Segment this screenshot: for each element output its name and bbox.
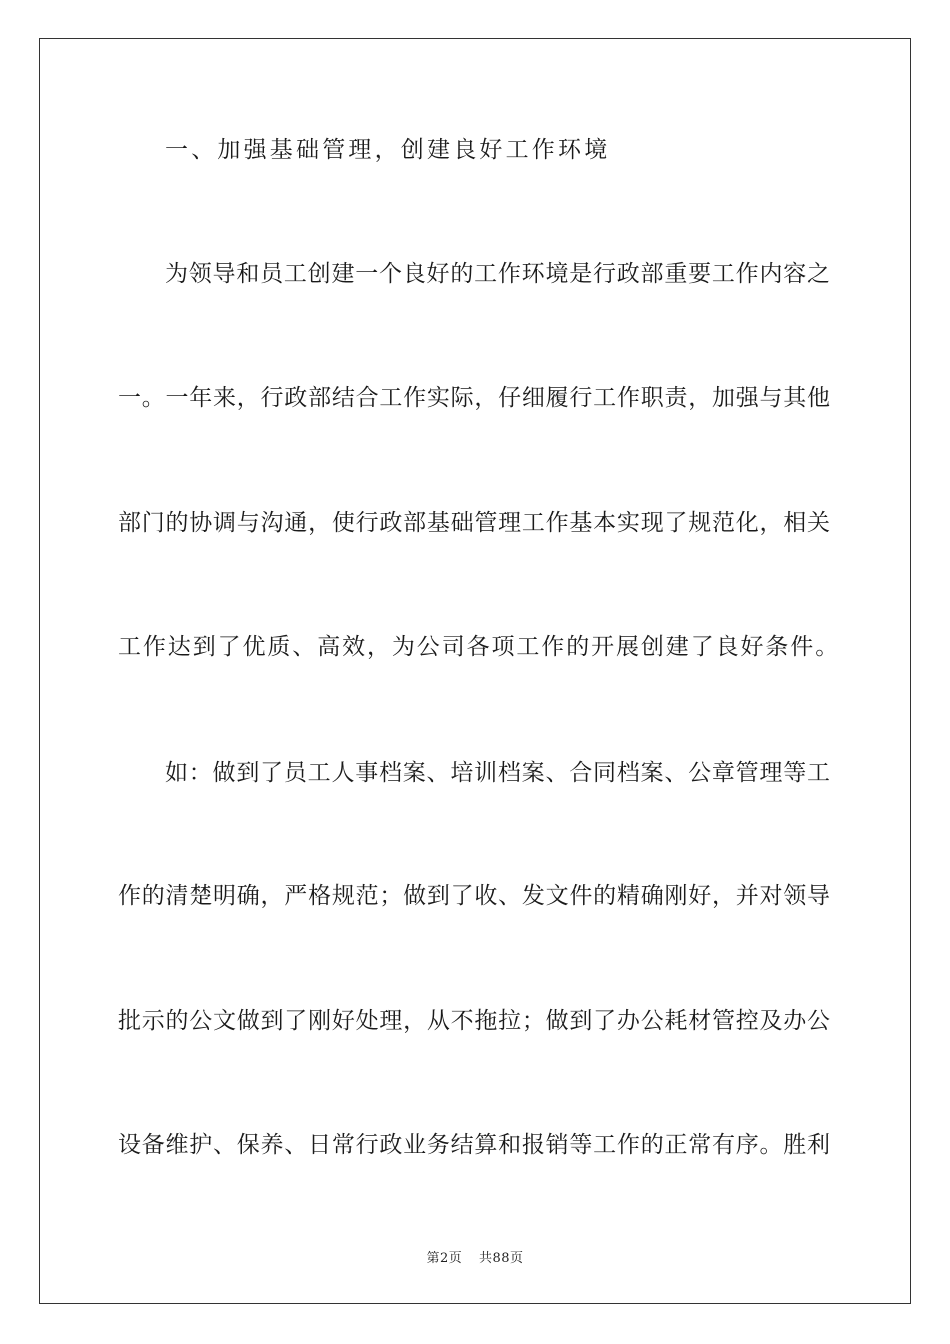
paragraph-line: 部门的协调与沟通，使行政部基础管理工作基本实现了规范化，相关 [118, 510, 830, 536]
page-footer [0, 1247, 950, 1266]
paragraph-line: 作的清楚明确，严格规范；做到了收、发文件的精确刚好，并对领导 [118, 883, 830, 909]
paragraph-line: 为领导和员工创建一个良好的工作环境是行政部重要工作内容之 [165, 261, 830, 287]
total-pages: 共88页 [478, 1251, 524, 1266]
paragraph-line: 一。一年来，行政部结合工作实际，仔细履行工作职责，加强与其他 [118, 385, 830, 411]
paragraph-line: 如：做到了员工人事档案、培训档案、合同档案、公章管理等工 [165, 760, 830, 786]
section-heading: 一、加强基础管理，创建良好工作环境 [165, 137, 611, 163]
paragraph-line: 设备维护、保养、日常行政业务结算和报销等工作的正常有序。胜利 [118, 1132, 830, 1158]
page-number: 第2页 [426, 1251, 463, 1266]
paragraph-line: 批示的公文做到了刚好处理，从不拖拉；做到了办公耗材管控及办公 [118, 1008, 830, 1034]
paragraph-line: 工作达到了优质、高效，为公司各项工作的开展创建了良好条件。 [118, 634, 841, 660]
page-border [39, 38, 911, 1304]
